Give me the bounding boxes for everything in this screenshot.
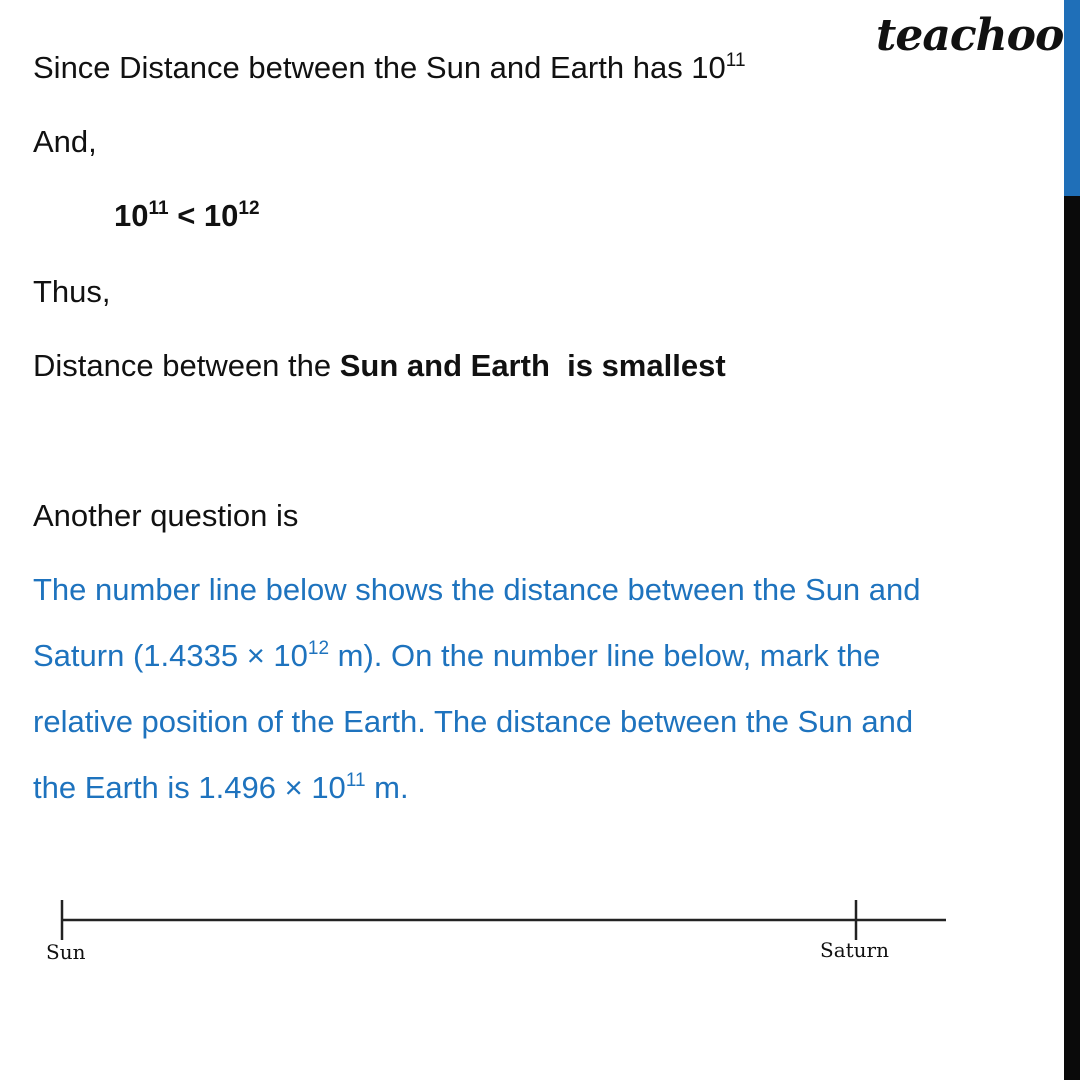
question-line-4-start: the Earth is 1.496 × 10 [33,770,346,805]
number-line-figure [0,880,1000,980]
scrollbar-thumb[interactable] [1064,0,1080,196]
inequality-exponent-left: 11 [148,198,169,219]
thus-line: Thus, [33,274,111,309]
question-line-2-start: Saturn (1.4335 × 10 [33,638,308,673]
inequality-base-left: 10 [114,198,149,233]
question-line-2-end: m). On the number line below, mark the [329,638,881,673]
another-question-heading: Another question is [33,498,299,533]
conclusion-bold: Sun and Earth is smallest [339,348,726,383]
teachoo-logo: teachoo [876,10,1064,61]
question-line-4 [33,772,409,803]
question-line-3: relative position of the Earth. The distance between the Sun and [33,704,914,739]
question-line-2-exponent: 12 [307,638,330,659]
saturn-label: Saturn [820,938,889,962]
question-line-1: The number line below shows the distance between the Sun and [33,572,921,607]
question-line-4-exponent: 11 [345,770,366,791]
inequality-base-right: 10 [203,198,239,233]
and-line: And, [33,124,97,159]
question-line-2 [33,640,880,671]
inequality [114,200,260,231]
statement-exponent: 11 [725,50,746,71]
inequality-operator: < [168,198,204,233]
number-line-svg [0,880,1000,980]
statement-text: Since Distance between the Sun and Earth has 10 [33,50,726,85]
conclusion-line [33,350,726,381]
inequality-exponent-right: 12 [238,198,260,219]
statement-line [33,52,746,83]
conclusion-prefix: Distance between the [33,348,340,383]
question-line-4-end: m. [365,770,409,805]
scrollbar-track[interactable] [1064,0,1080,1080]
sun-label: Sun [46,940,86,964]
